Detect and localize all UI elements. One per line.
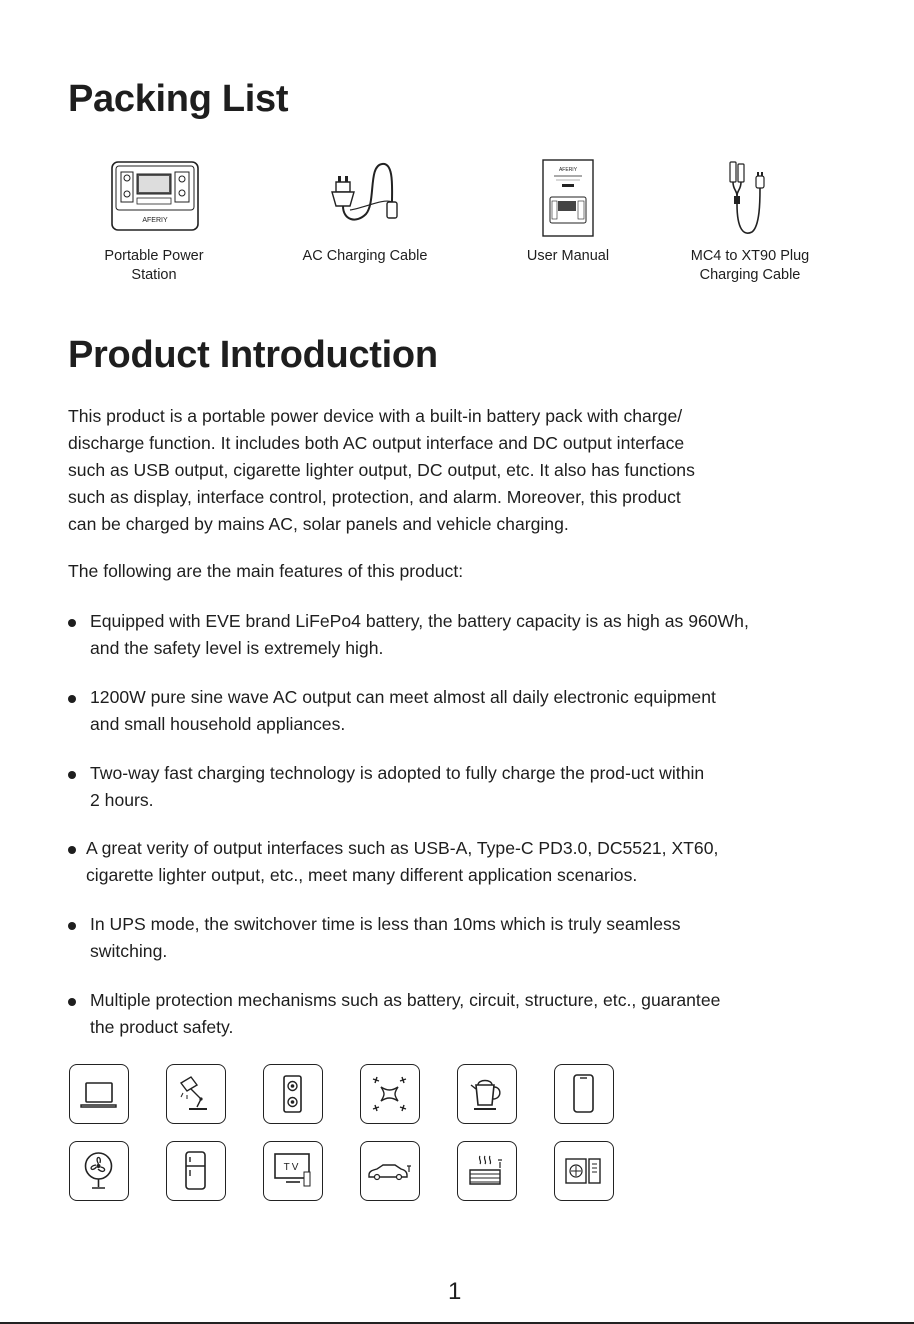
ac-cable-image bbox=[326, 158, 406, 232]
intro-line: discharge function. It includes both AC output interface and DC output interface bbox=[68, 433, 685, 453]
svg-text:TV: TV bbox=[283, 1162, 301, 1173]
bullet-dot-icon bbox=[68, 771, 76, 779]
intro-line: such as USB output, cigarette lighter output, DC output, etc. It also has functions bbox=[68, 460, 695, 480]
bullet-dot-icon bbox=[68, 695, 76, 703]
power-station-image bbox=[111, 160, 199, 232]
air-conditioner-icon bbox=[554, 1141, 614, 1201]
feature-line: and small household appliances. bbox=[90, 714, 346, 734]
feature-line: the product safety. bbox=[90, 1017, 234, 1037]
bullet-dot-icon bbox=[68, 922, 76, 930]
desk-lamp-icon bbox=[166, 1064, 226, 1124]
page-number: 1 bbox=[448, 1278, 462, 1305]
feature-line: cigarette lighter output, etc., meet many different application scenarios. bbox=[86, 865, 638, 885]
feature-line: Multiple protection mechanisms such as battery, circuit, structure, etc., guarantee bbox=[90, 990, 721, 1010]
phone-icon bbox=[554, 1064, 614, 1124]
fan-icon bbox=[69, 1141, 129, 1201]
feature-line: and the safety level is extremely high. bbox=[90, 638, 384, 658]
bullet-dot-icon bbox=[68, 998, 76, 1006]
svg-text:AFERIY: AFERIY bbox=[558, 167, 578, 173]
bullet-dot-icon bbox=[68, 619, 76, 627]
user-manual-image bbox=[542, 159, 594, 237]
packing-item-label: User Manual bbox=[526, 248, 610, 264]
packing-item-label: Portable Power Station bbox=[104, 248, 204, 283]
intro-line: can be charged by mains AC, solar panels and vehicle charging. bbox=[68, 514, 569, 534]
product-introduction-title: Product Introduction bbox=[68, 334, 438, 376]
electric-blanket-icon bbox=[457, 1141, 517, 1201]
packing-item-label: AC Charging Cable bbox=[302, 248, 428, 264]
laptop-icon bbox=[69, 1064, 129, 1124]
bullet-dot-icon bbox=[68, 846, 76, 854]
intro-line: This product is a portable power device with a built-in battery pack with charge/ bbox=[68, 406, 683, 426]
svg-text:AFERIY: AFERIY bbox=[142, 217, 168, 224]
feature-line: 1200W pure sine wave AC output can meet almost all daily electronic equipment bbox=[90, 687, 716, 707]
intro-paragraph bbox=[68, 403, 858, 538]
kettle-icon bbox=[457, 1064, 517, 1124]
packing-item-label: MC4 to XT90 Plug Charging Cable bbox=[690, 248, 810, 283]
feature-line: Two-way fast charging technology is adopted to fully charge the prod-uct within bbox=[90, 763, 705, 783]
drone-icon bbox=[360, 1064, 420, 1124]
tv-icon bbox=[263, 1141, 323, 1201]
fridge-icon bbox=[166, 1141, 226, 1201]
speaker-icon bbox=[263, 1064, 323, 1124]
mc4-cable-image bbox=[722, 160, 772, 236]
features-lead: The following are the main features of this product: bbox=[68, 561, 464, 581]
feature-line: 2 hours. bbox=[90, 790, 154, 810]
car-icon bbox=[360, 1141, 420, 1201]
intro-line: such as display, interface control, protection, and alarm. Moreover, this product bbox=[68, 487, 681, 507]
packing-list-title: Packing List bbox=[68, 78, 289, 120]
feature-line: A great verity of output interfaces such as USB-A, Type-C PD3.0, DC5521, XT60, bbox=[86, 838, 719, 858]
feature-line: Equipped with EVE brand LiFePo4 battery, the battery capacity is as high as 960Wh, bbox=[90, 611, 749, 631]
feature-line: In UPS mode, the switchover time is less than 10ms which is truly seamless bbox=[90, 914, 681, 934]
feature-line: switching. bbox=[90, 941, 168, 961]
